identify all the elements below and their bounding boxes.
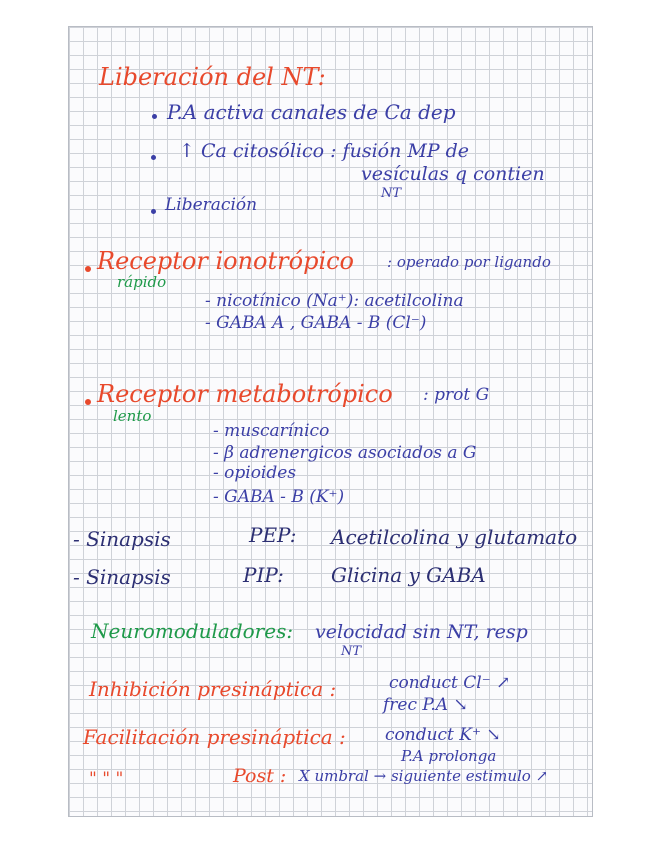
section-title-liberacion: Liberación del NT: [99, 63, 326, 91]
list-item: - GABA A , GABA - B (Cl⁻) [205, 313, 427, 333]
sinapsis-text: Acetilcolina y glutamato [331, 525, 578, 549]
ditto-marks: " " " [89, 769, 124, 789]
bullet [151, 209, 156, 214]
sinapsis-type: PEP: [249, 523, 297, 547]
section-desc: : operado por ligando [387, 253, 551, 271]
sinapsis-text: Glicina y GABA [331, 563, 486, 587]
bullet [85, 399, 91, 405]
section-desc: : prot G [423, 385, 490, 405]
notebook-page [68, 26, 593, 817]
speed-label: rápido [117, 273, 167, 291]
sinapsis-label: - Sinapsis [73, 565, 171, 589]
section-title-metabotropico: Receptor metabotrópico [97, 380, 393, 408]
list-item: Liberación [165, 195, 258, 215]
bullet [151, 155, 156, 160]
list-item-continuation: vesículas q contien [361, 163, 545, 185]
list-item-continuation: NT [381, 186, 402, 201]
bullet [85, 266, 91, 272]
list-item: - GABA - B (K⁺) [213, 487, 345, 507]
list-item: - nicotínico (Na⁺): acetilcolina [205, 291, 464, 311]
section-line: frec P.A ↘ [383, 695, 468, 715]
post-text: X umbral → siguiente estimulo ↗ [299, 767, 549, 785]
list-item: - muscarínico [213, 421, 330, 441]
post-label: Post : [233, 765, 287, 787]
list-item: P.A activa canales de Ca dep [167, 100, 456, 124]
speed-label: lento [113, 407, 152, 425]
section-title-ionotropico: Receptor ionotrópico [97, 247, 355, 275]
section-line: P.A prolonga [401, 747, 497, 765]
section-title-neuromoduladores: Neuromoduladores: [91, 619, 294, 643]
list-item: - opioides [213, 463, 297, 483]
list-item: ↑ Ca citosólico : fusión MP de [179, 140, 470, 162]
sinapsis-label: - Sinapsis [73, 527, 171, 551]
section-text: velocidad sin NT, resp [315, 621, 528, 643]
sinapsis-type: PIP: [243, 563, 284, 587]
list-item: - β adrenergicos asociados a G [213, 443, 477, 463]
section-title-facilitacion: Facilitación presináptica : [83, 725, 346, 749]
section-line: conduct K⁺ ↘ [385, 725, 501, 745]
section-line: conduct Cl⁻ ↗ [389, 673, 511, 693]
section-subtext: NT [341, 644, 362, 659]
bullet [152, 114, 157, 119]
section-title-inhibicion: Inhibición presináptica : [89, 677, 337, 701]
